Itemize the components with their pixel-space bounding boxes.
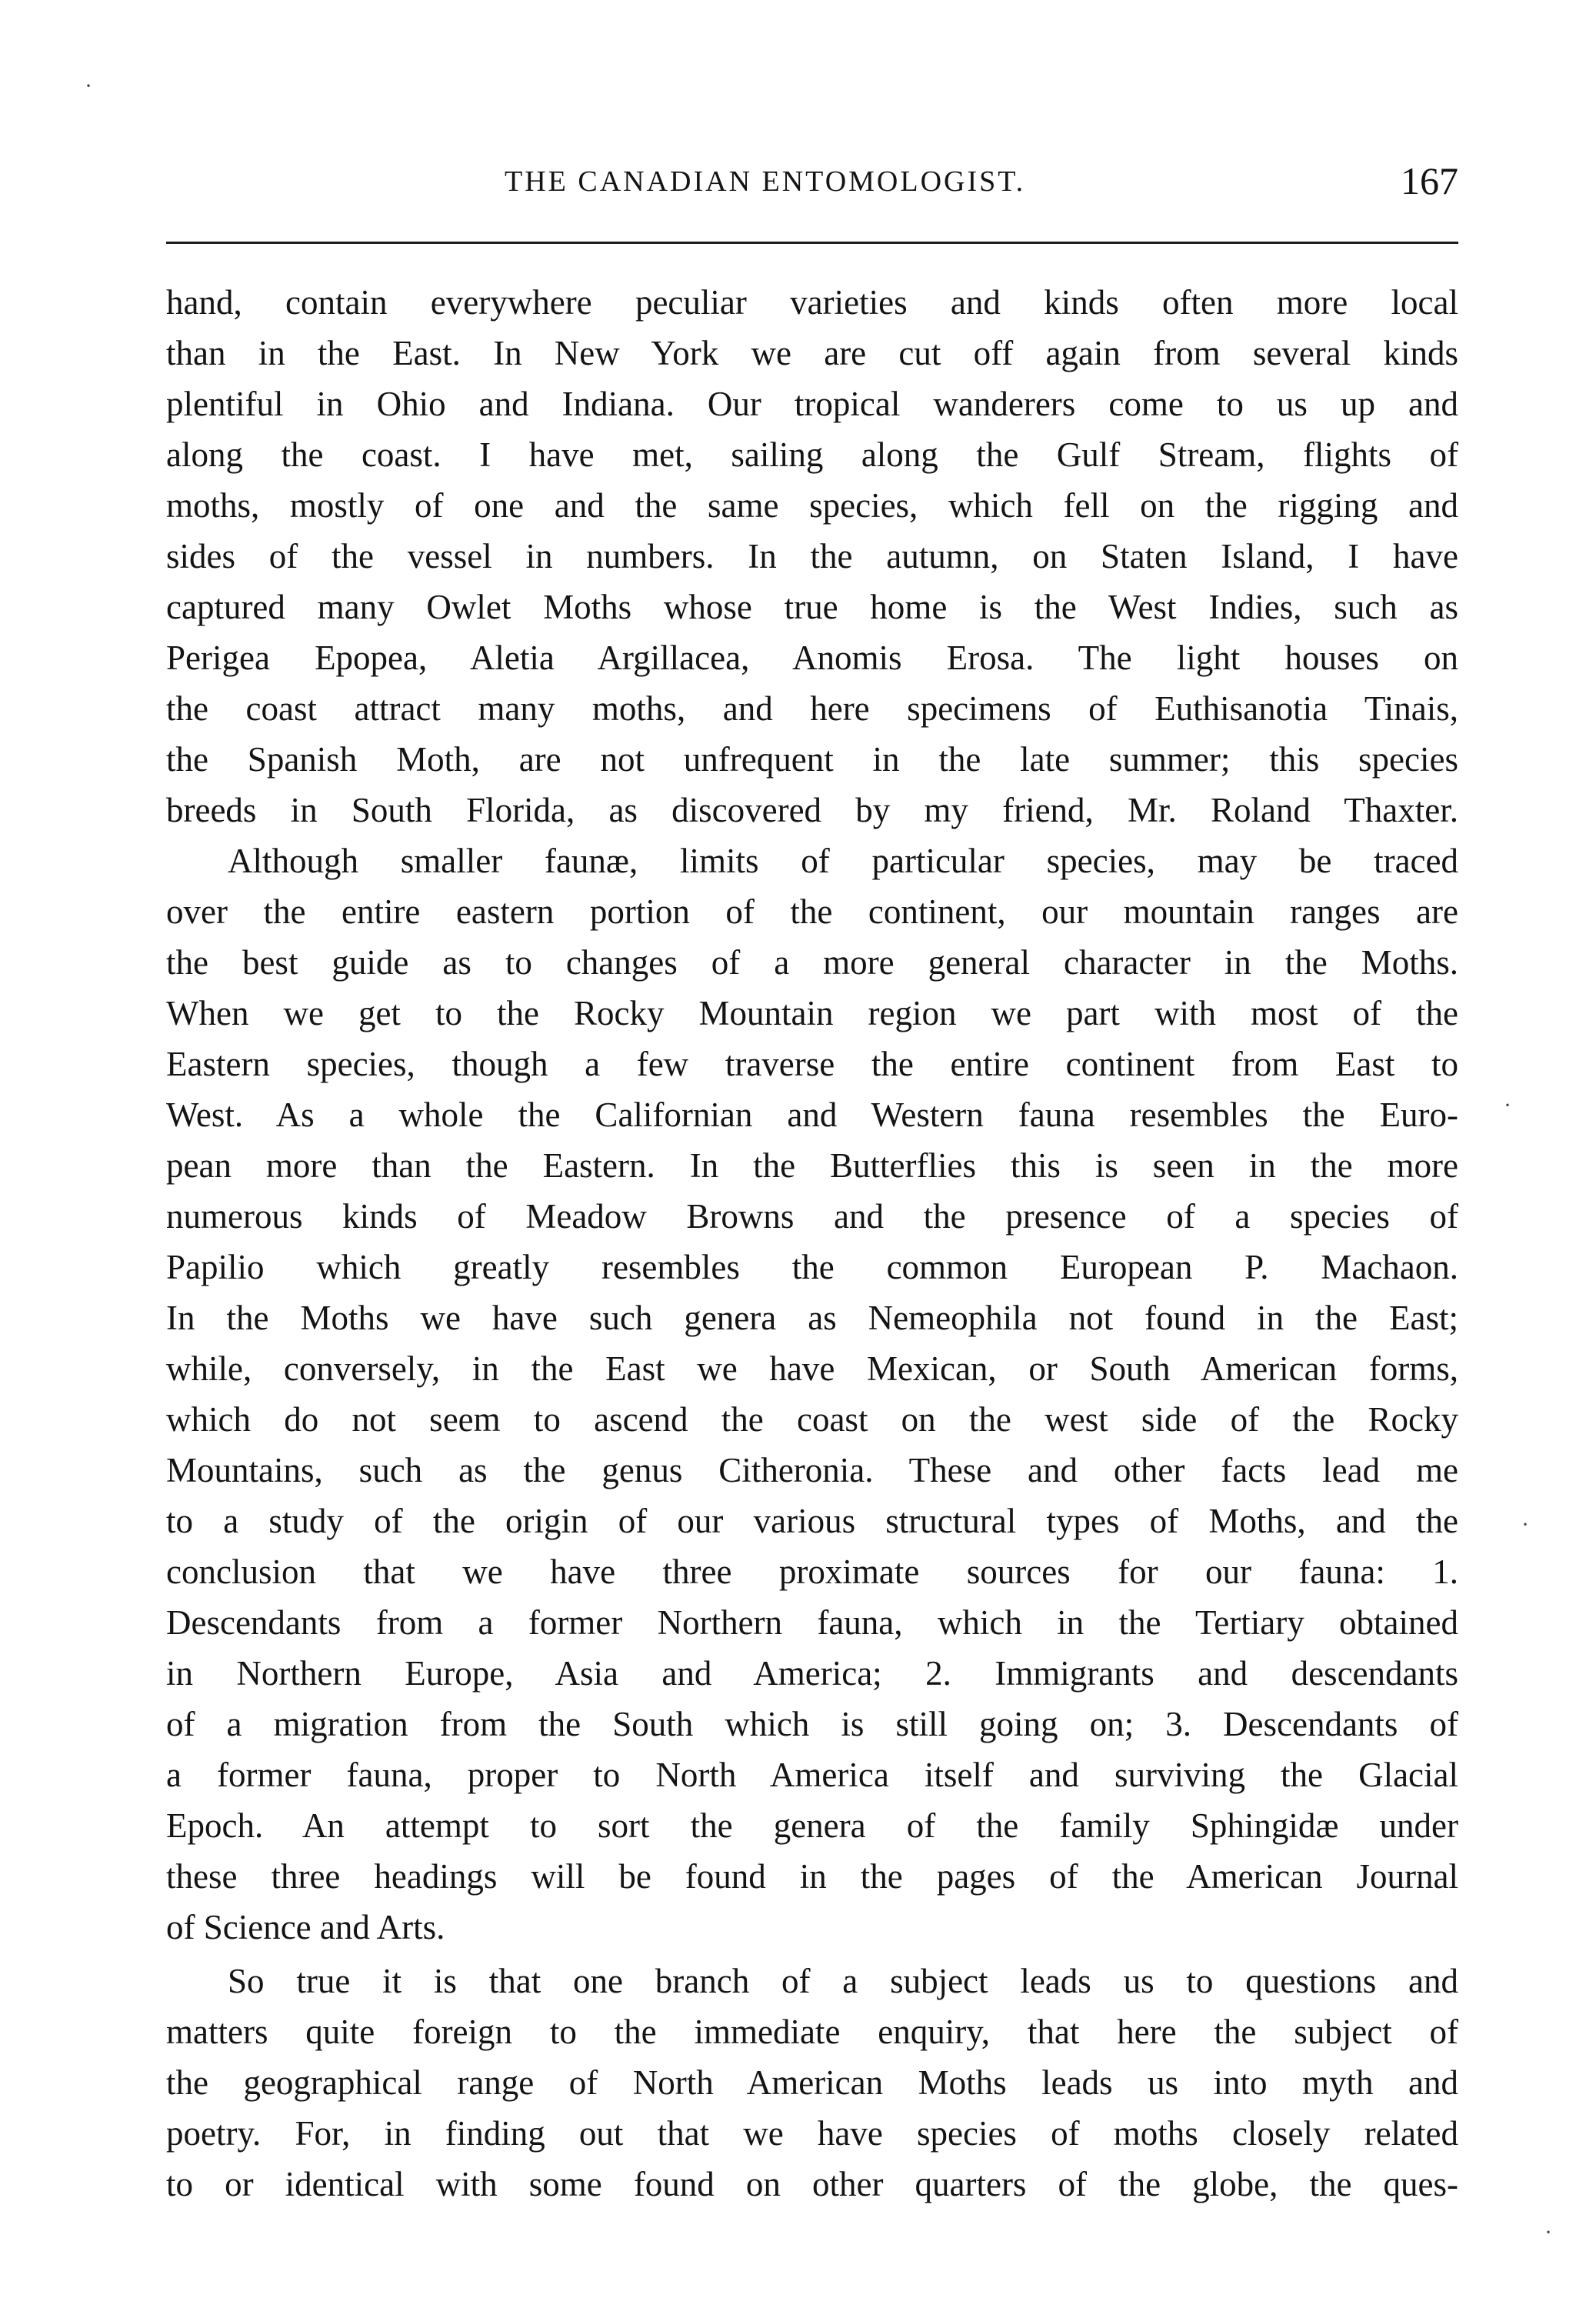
text-line: to or identical with some found on other quarters of the globe, the ques-	[166, 2165, 1458, 2203]
paragraph-3	[166, 1956, 1458, 2210]
text-line: Perigea Epopea, Aletia Argillacea, Anomis Erosa. The light houses on	[166, 639, 1458, 677]
text-line: Although smaller faunæ, limits of particular species, may be traced	[228, 842, 1458, 880]
text-line: hand, contain everywhere peculiar varieties and kinds often more local	[166, 283, 1458, 322]
text-line: than in the East. In New York we are cut off again from several kinds	[166, 334, 1458, 372]
text-line: pean more than the Eastern. In the Butterflies this is seen in the more	[166, 1146, 1458, 1185]
text-line: So true it is that one branch of a subject leads us to questions and	[228, 1962, 1458, 2000]
text-line: When we get to the Rocky Mountain region we part with most of the	[166, 994, 1458, 1032]
text-line: Epoch. An attempt to sort the genera of the family Sphingidæ under	[166, 1806, 1458, 1845]
text-line: plentiful in Ohio and Indiana. Our tropical wanderers come to us up and	[166, 385, 1458, 423]
text-line: to a study of the origin of our various structural types of Moths, and the	[166, 1502, 1458, 1540]
text-line: captured many Owlet Moths whose true home is the West Indies, such as	[166, 588, 1458, 626]
text-line: Eastern species, though a few traverse the entire continent from East to	[166, 1045, 1458, 1083]
text-line: Descendants from a former Northern fauna, which in the Tertiary obtained	[166, 1603, 1458, 1642]
scan-speck: ·	[85, 73, 92, 98]
text-line: the Spanish Moth, are not unfrequent in the late summer; this species	[166, 740, 1458, 779]
page-number: 167	[1401, 159, 1458, 202]
text-line: Mountains, such as the genus Citheronia. These and other facts lead me	[166, 1451, 1458, 1489]
text-line: matters quite foreign to the immediate enquiry, that here the subject of	[166, 2013, 1458, 2051]
text-line: of a migration from the South which is still going on; 3. Descendants of	[166, 1705, 1458, 1743]
text-line: poetry. For, in finding out that we have species of moths closely related	[166, 2114, 1458, 2153]
text-line: over the entire eastern portion of the continent, our mountain ranges are	[166, 892, 1458, 931]
text-line: conclusion that we have three proximate sources for our fauna: 1.	[166, 1553, 1458, 1591]
text-line: sides of the vessel in numbers. In the autumn, on Staten Island, I have	[166, 537, 1458, 575]
text-line: which do not seem to ascend the coast on the west side of the Rocky	[166, 1400, 1458, 1439]
scan-speck: ·	[1544, 2220, 1552, 2245]
text-line: West. As a whole the Californian and Western fauna resembles the Euro-	[166, 1096, 1458, 1134]
running-title: THE CANADIAN ENTOMOLOGIST.	[505, 165, 1026, 198]
text-line: moths, mostly of one and the same species, which fell on the rigging and	[166, 486, 1458, 525]
text-line: numerous kinds of Meadow Browns and the presence of a species of	[166, 1197, 1458, 1236]
page-header	[166, 158, 1458, 205]
header-rule	[166, 242, 1458, 244]
text-line: while, conversely, in the East we have Mexican, or South American forms,	[166, 1349, 1458, 1388]
text-line: a former fauna, proper to North America itself and surviving the Glacial	[166, 1756, 1458, 1794]
text-line: these three headings will be found in the pages of the American Journal	[166, 1857, 1458, 1896]
scan-speck: ·	[1521, 1512, 1529, 1537]
text-line: In the Moths we have such genera as Nemeophila not found in the East;	[166, 1299, 1458, 1337]
text-line: breeds in South Florida, as discovered by my friend, Mr. Roland Thaxter.	[166, 791, 1458, 829]
text-line: along the coast. I have met, sailing along the Gulf Stream, flights of	[166, 435, 1458, 474]
paragraph-2	[166, 835, 1458, 1953]
text-line: the best guide as to changes of a more general character in the Moths.	[166, 943, 1458, 982]
text-line: the geographical range of North American Moths leads us into myth and	[166, 2063, 1458, 2102]
text-line: of Science and Arts.	[166, 1908, 445, 1946]
text-line: Papilio which greatly resembles the common European P. Machaon.	[166, 1248, 1458, 1286]
body-text	[166, 277, 1458, 2210]
text-line: in Northern Europe, Asia and America; 2. Immigrants and descendants	[166, 1654, 1458, 1693]
paragraph-1	[166, 277, 1458, 835]
text-line: the coast attract many moths, and here specimens of Euthisanotia Tinais,	[166, 689, 1458, 728]
scan-speck: ·	[1504, 1092, 1511, 1118]
